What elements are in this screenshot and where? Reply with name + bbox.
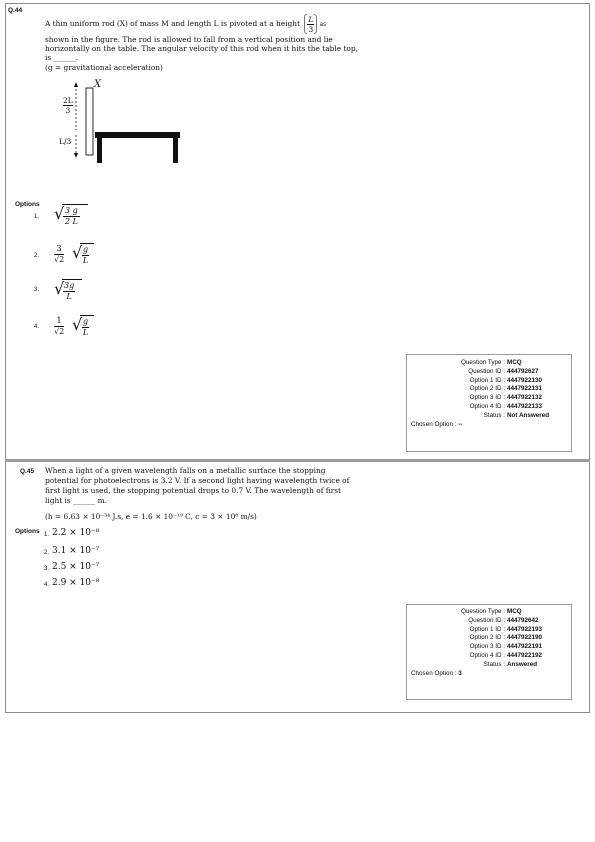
option-value: 2.5 × 10⁻⁷ xyxy=(52,562,100,572)
table-leg-left xyxy=(97,138,102,163)
question-info-box xyxy=(406,604,572,700)
label-L-over-3: L/3 xyxy=(59,137,72,146)
question-info-box xyxy=(406,354,572,452)
info-row-chosen: Chosen Option : -- xyxy=(411,420,463,428)
question-text-line: When a light of a given wavelength falls on a metallic surface the stopping xyxy=(45,466,326,475)
option-number: 4. xyxy=(34,324,40,330)
info-row: Option 1 ID : 4447922193 xyxy=(469,625,543,633)
options-label: Options xyxy=(15,528,40,535)
option-number: 1. xyxy=(44,532,50,538)
option-value: 3.1 × 10⁻⁷ xyxy=(52,546,100,556)
option-number: 2. xyxy=(44,550,50,556)
option-number: 1. xyxy=(34,214,40,220)
question-text-line: potential for photoelectrons is 3.2 V. If a second light having wavelength twice of xyxy=(45,476,350,485)
label-2L-over-3: 2L 3 xyxy=(63,96,73,115)
question-text-line: light is ______ m. xyxy=(45,496,107,505)
option-number: 4. xyxy=(44,582,50,588)
info-row: Option 2 ID : 4447922190 xyxy=(469,634,543,642)
info-row: Option 3 ID : 4447922132 xyxy=(469,394,543,402)
info-row: Option 2 ID : 4447922131 xyxy=(469,385,543,393)
height-fraction: $\frac{L}{3}$ xyxy=(308,14,314,34)
info-row-chosen: Chosen Option : 3 xyxy=(411,669,462,677)
info-row: Option 1 ID : 4447922130 xyxy=(469,376,543,384)
question-text-line: shown in the figure. The rod is allowed to fall from a vertical position and lie xyxy=(45,35,333,44)
info-row: Question ID : 444792642 xyxy=(468,616,539,624)
question-number: Q.45 xyxy=(20,468,35,475)
info-row-status: Status : Not Answered xyxy=(483,411,550,419)
rod-table-figure xyxy=(40,80,190,165)
arrow-up-icon xyxy=(74,82,78,87)
options-label: Options xyxy=(15,201,40,208)
rod-x xyxy=(86,88,93,155)
rod-label: X xyxy=(94,79,102,90)
question-text-line: (g = gravitational acceleration) xyxy=(45,63,163,72)
question-text-line: first light is used, the stopping potential drops to 0.7 V. The wavelength of first xyxy=(45,486,342,495)
question-text-line: is ______. xyxy=(45,53,79,62)
question-text-line: A thin uniform rod (X) of mass M and length L is pivoted at a height $\frac{L}{3}$ as xyxy=(45,14,326,34)
option-number: 2. xyxy=(34,253,40,259)
table-top xyxy=(95,132,180,138)
info-row: Option 3 ID : 4447922191 xyxy=(469,643,543,651)
info-row: Question ID : 444792627 xyxy=(468,367,539,375)
info-row-status: Status : Answered xyxy=(483,660,538,668)
option-value: 2.9 × 10⁻⁸ xyxy=(52,578,100,588)
question-text-line: horizontally on the table. The angular velocity of this rod when it hits the table top, xyxy=(45,44,358,53)
question-number: Q.44 xyxy=(8,7,23,14)
info-row: Option 4 ID : 4447922192 xyxy=(469,651,543,659)
info-row: Question Type : MCQ xyxy=(461,608,522,615)
option-value: 2.2 × 10⁻⁸ xyxy=(52,528,100,538)
info-row: Option 4 ID : 4447922133 xyxy=(469,402,543,410)
option-number: 3. xyxy=(34,287,40,293)
section-divider xyxy=(5,459,590,462)
info-row: Question Type : MCQ xyxy=(461,359,522,366)
table-leg-right xyxy=(173,138,178,163)
option-number: 3. xyxy=(44,566,50,572)
question-text-line: (h = 6.63 × 10⁻³⁴ J.s, e = 1.6 × 10⁻¹⁹ C, c = 3 × 10⁸ m/s) xyxy=(45,512,257,521)
arrow-down-icon xyxy=(74,153,78,158)
